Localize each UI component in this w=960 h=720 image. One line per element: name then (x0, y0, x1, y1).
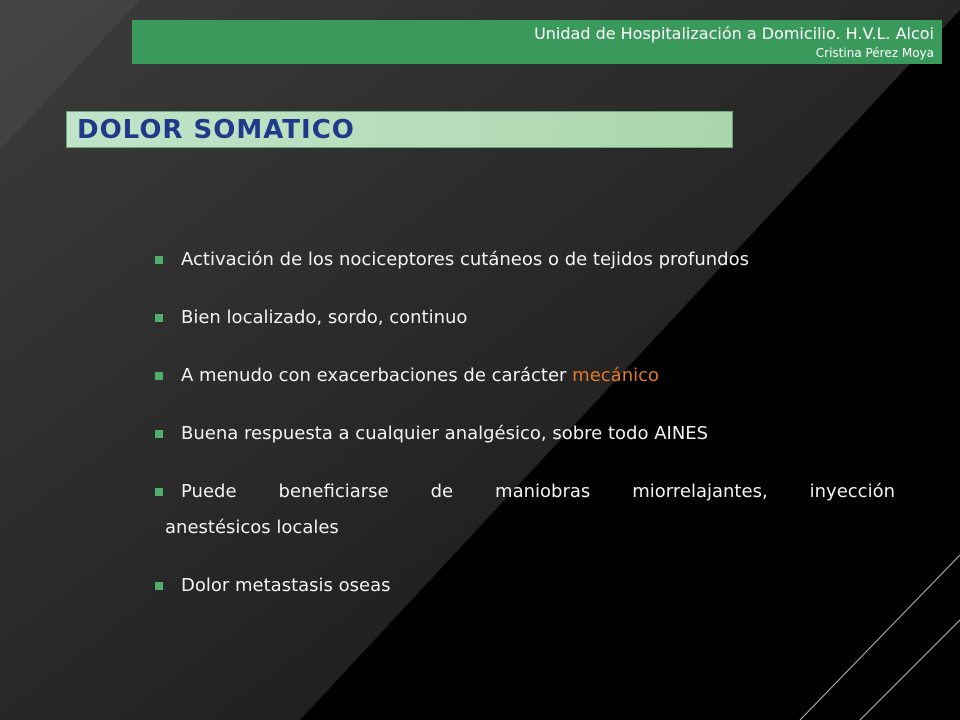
list-item-text: Activación de los nociceptores cutáneos o de tejidos profundos (181, 249, 750, 270)
list-item-text: A menudo con exacerbaciones de carácter (181, 365, 573, 386)
list-item-text: Dolor metastasis oseas (181, 575, 391, 596)
list-item-text: Buena respuesta a cualquier analgésico, sobre todo AINES (181, 423, 709, 444)
list-item (155, 474, 895, 546)
square-bullet-icon (155, 372, 163, 380)
square-bullet-icon (155, 256, 163, 264)
list-item (155, 242, 895, 278)
title-box (66, 111, 733, 148)
list-item-text: Bien localizado, sordo, continuo (181, 307, 468, 328)
list-item (155, 416, 895, 452)
square-bullet-icon (155, 582, 163, 590)
header-bar (132, 20, 942, 64)
list-item-text-line2: anestésicos locales (165, 517, 339, 538)
square-bullet-icon (155, 314, 163, 322)
list-item (155, 568, 895, 604)
bullet-list (155, 242, 895, 626)
list-item-text-line1: Puede beneficiarse de maniobras miorrelajantes, inyección (181, 481, 895, 502)
square-bullet-icon (155, 430, 163, 438)
decorative-line-2 (860, 620, 960, 720)
page-title: DOLOR SOMATICO (77, 115, 355, 145)
list-item (155, 300, 895, 336)
square-bullet-icon (155, 488, 163, 496)
header-author: Cristina Pérez Moya (815, 46, 934, 60)
highlight-text: mecánico (572, 365, 660, 386)
list-item (155, 358, 895, 394)
header-unit-name: Unidad de Hospitalización a Domicilio. H.V.L. Alcoi (534, 24, 934, 43)
